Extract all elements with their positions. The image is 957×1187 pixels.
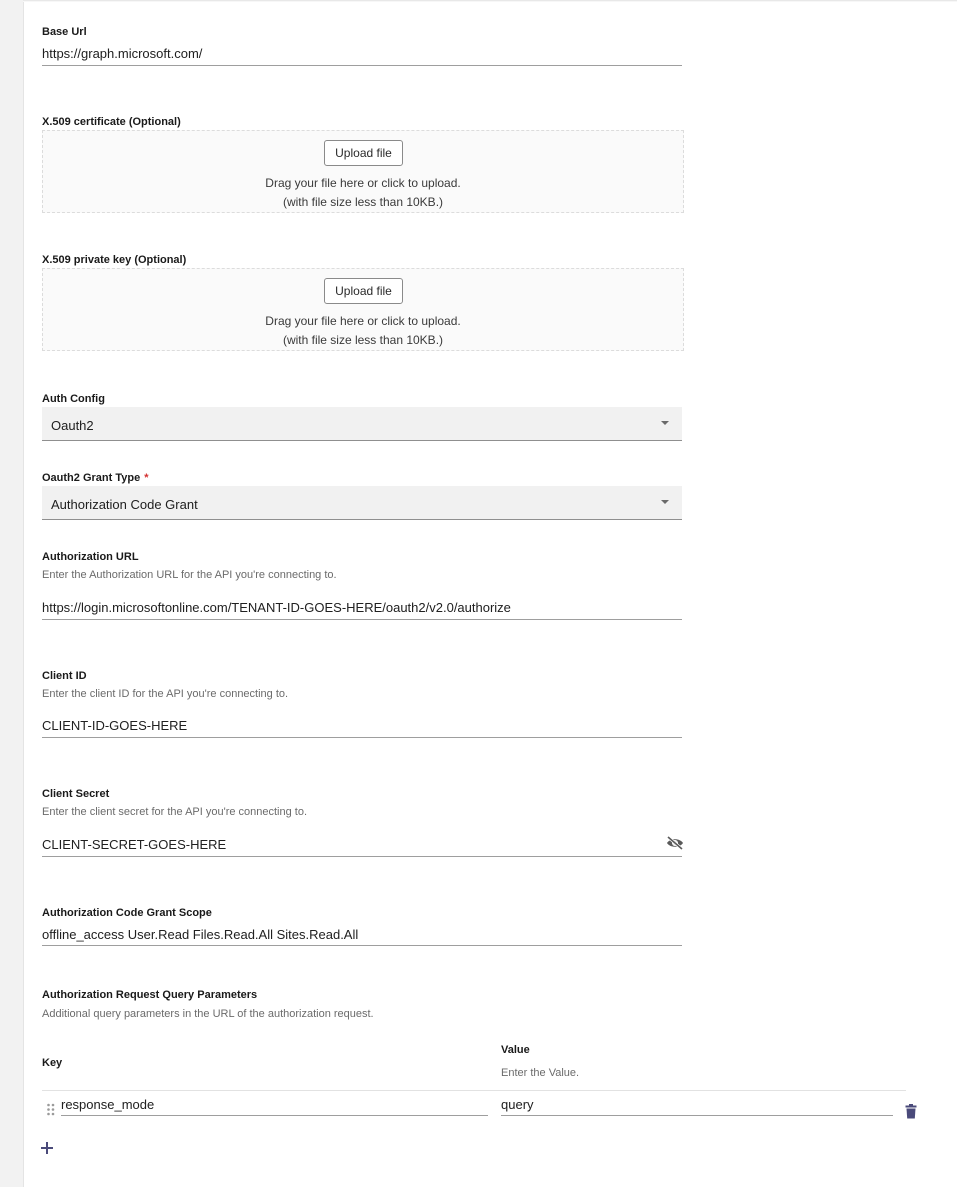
required-marker: * bbox=[144, 472, 149, 484]
private-key-drop-hint: Drag your file here or click to upload. bbox=[265, 314, 461, 328]
top-edge-shadow bbox=[23, 0, 957, 2]
grant-type-value: Authorization Code Grant bbox=[51, 497, 198, 512]
key-column-header: Key bbox=[42, 1057, 63, 1069]
caret-down-icon bbox=[661, 500, 669, 504]
certificate-upload-button[interactable]: Upload file bbox=[324, 140, 403, 166]
eye-off-icon[interactable] bbox=[665, 835, 685, 851]
trash-icon[interactable] bbox=[905, 1104, 917, 1119]
param-value-underline bbox=[501, 1115, 893, 1116]
param-key-input[interactable]: response_mode bbox=[61, 1097, 155, 1112]
table-header-divider bbox=[42, 1090, 906, 1091]
auth-config-select[interactable] bbox=[42, 407, 682, 441]
grant-type-label-text: Oauth2 Grant Type bbox=[42, 472, 141, 484]
param-key-underline bbox=[61, 1115, 488, 1116]
base-url-input[interactable]: https://graph.microsoft.com/ bbox=[42, 46, 203, 61]
client-secret-input[interactable]: CLIENT-SECRET-GOES-HERE bbox=[42, 837, 227, 852]
scope-input[interactable]: offline_access User.Read Files.Read.All Sites.Read.All bbox=[42, 927, 359, 942]
value-column-header: Value bbox=[501, 1044, 530, 1056]
base-url-label: Base Url bbox=[42, 26, 87, 38]
private-key-dropzone[interactable] bbox=[42, 268, 684, 351]
auth-url-hint: Enter the Authorization URL for the API you're connecting to. bbox=[42, 569, 337, 581]
auth-config-label: Auth Config bbox=[42, 393, 105, 405]
query-params-label: Authorization Request Query Parameters bbox=[42, 989, 258, 1001]
certificate-dropzone[interactable] bbox=[42, 130, 684, 213]
private-key-upload-button[interactable]: Upload file bbox=[324, 278, 403, 304]
drag-handle-icon[interactable] bbox=[46, 1103, 56, 1117]
scope-label: Authorization Code Grant Scope bbox=[42, 907, 212, 919]
client-id-underline bbox=[42, 737, 682, 738]
param-value-input[interactable]: query bbox=[501, 1097, 534, 1112]
query-params-hint: Additional query parameters in the URL of the authorization request. bbox=[42, 1008, 374, 1020]
certificate-label: X.509 certificate (Optional) bbox=[42, 116, 181, 128]
caret-down-icon bbox=[661, 421, 669, 425]
certificate-drop-hint: Drag your file here or click to upload. bbox=[265, 176, 461, 190]
certificate-size-hint: (with file size less than 10KB.) bbox=[282, 195, 444, 209]
left-gutter bbox=[0, 0, 24, 1187]
plus-icon[interactable] bbox=[40, 1141, 54, 1155]
auth-config-value: Oauth2 bbox=[51, 418, 94, 433]
client-secret-label: Client Secret bbox=[42, 788, 110, 800]
grant-type-select[interactable] bbox=[42, 486, 682, 520]
auth-url-input[interactable]: https://login.microsoftonline.com/TENANT-ID-GOES-HERE/oauth2/v2.0/authorize bbox=[42, 600, 511, 615]
client-id-label: Client ID bbox=[42, 670, 87, 682]
client-id-input[interactable]: CLIENT-ID-GOES-HERE bbox=[42, 718, 188, 733]
client-id-hint: Enter the client ID for the API you're connecting to. bbox=[42, 688, 289, 700]
private-key-label: X.509 private key (Optional) bbox=[42, 254, 187, 266]
value-column-hint: Enter the Value. bbox=[501, 1067, 580, 1079]
grant-type-label bbox=[42, 472, 148, 484]
client-secret-hint: Enter the client secret for the API you're connecting to. bbox=[42, 806, 308, 818]
client-secret-underline bbox=[42, 856, 682, 857]
private-key-size-hint: (with file size less than 10KB.) bbox=[282, 333, 444, 347]
auth-url-underline bbox=[42, 619, 682, 620]
scope-underline bbox=[42, 945, 682, 946]
auth-url-label: Authorization URL bbox=[42, 551, 139, 563]
base-url-underline bbox=[42, 65, 682, 66]
